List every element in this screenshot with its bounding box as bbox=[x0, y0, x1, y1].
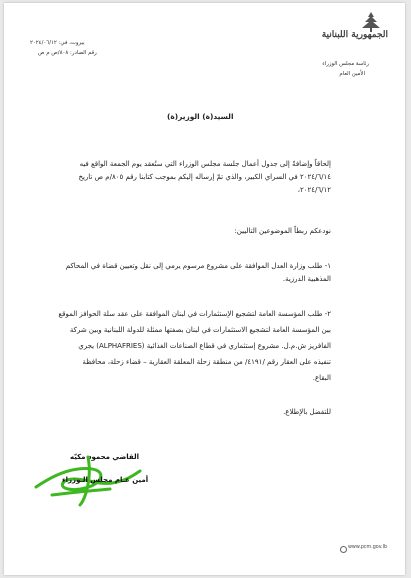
intro-line-3: ٢٠٢٤/٦/١٢، bbox=[297, 186, 331, 194]
footer-url: www.pcm.gov.lb bbox=[348, 545, 388, 550]
presidency-label: رئاسة مجلس الوزراء bbox=[322, 61, 369, 67]
intro-line-1: إلحاقاً وإضافةً إلى جدول أعمال جلسة مجلس الوزراء التي ستُعقد يوم الجمعة الواقع فيه bbox=[79, 160, 331, 168]
item-1-line-2: المذهبية الدرزية. bbox=[282, 275, 331, 283]
date-line: بيروت، في: ٢٠٢٤/٠٦/١٢ bbox=[30, 40, 85, 46]
emblem-title: الجمهورية اللبنانية bbox=[321, 30, 388, 40]
item-2-line-3: الفافريز ش.م.ل. مشروع إستثماري في قطاع الصناعات الغذائية (ALPHAFRIES) يجري bbox=[78, 342, 331, 350]
signatory-name: القاضي محمود مكيّه bbox=[70, 453, 139, 461]
item-2-line-1: ٢- طلب المؤسسة العامة لتشجيع الإستثمارات في لبنان الموافقة على عقد سلة الحوافز الموقع bbox=[58, 310, 331, 318]
item-2-line-2: بين المؤسسة العامة لتشجيع الاستثمارات في لبنان بصفتها ممثلة للدولة اللبنانية وبين شركة bbox=[69, 326, 331, 334]
closing-line: للتفضل بالإطلاع. bbox=[283, 408, 331, 416]
secretary-general-label: الأمين العام bbox=[339, 71, 365, 77]
document-page bbox=[4, 3, 405, 575]
item-2-line-5: البقاع. bbox=[312, 374, 331, 382]
ref-line: رقم الصادر: ٨٠٨/ص م ص bbox=[38, 50, 97, 56]
topics-intro: نودعكم ربطاً الموضوعين التاليين: bbox=[234, 227, 331, 235]
addressee: السيد(ة) الوزير(ة) bbox=[167, 112, 234, 121]
intro-line-2: ٢٠٢٤/٦/١٤ في السراي الكبير، والذي تمّ إرساله إليكم بموجب كتابنا رقم ٨٠٥/م ص تاريخ bbox=[78, 173, 331, 181]
item-2-line-4: تنفيذه على العقار رقم /٤١٩١/ من منطقة زحلة المعلقة العقارية – قضاء زحلة، محافظة bbox=[82, 358, 331, 366]
item-1-line-1: ١- طلب وزارة العدل الموافقة على مشروع مرسوم يرمي إلى نقل وتعيين قضاة في المحاكم bbox=[65, 262, 331, 270]
footer-globe-icon bbox=[340, 546, 347, 553]
signatory-title: أمين عـام مجلس الـوزراء bbox=[62, 476, 149, 484]
